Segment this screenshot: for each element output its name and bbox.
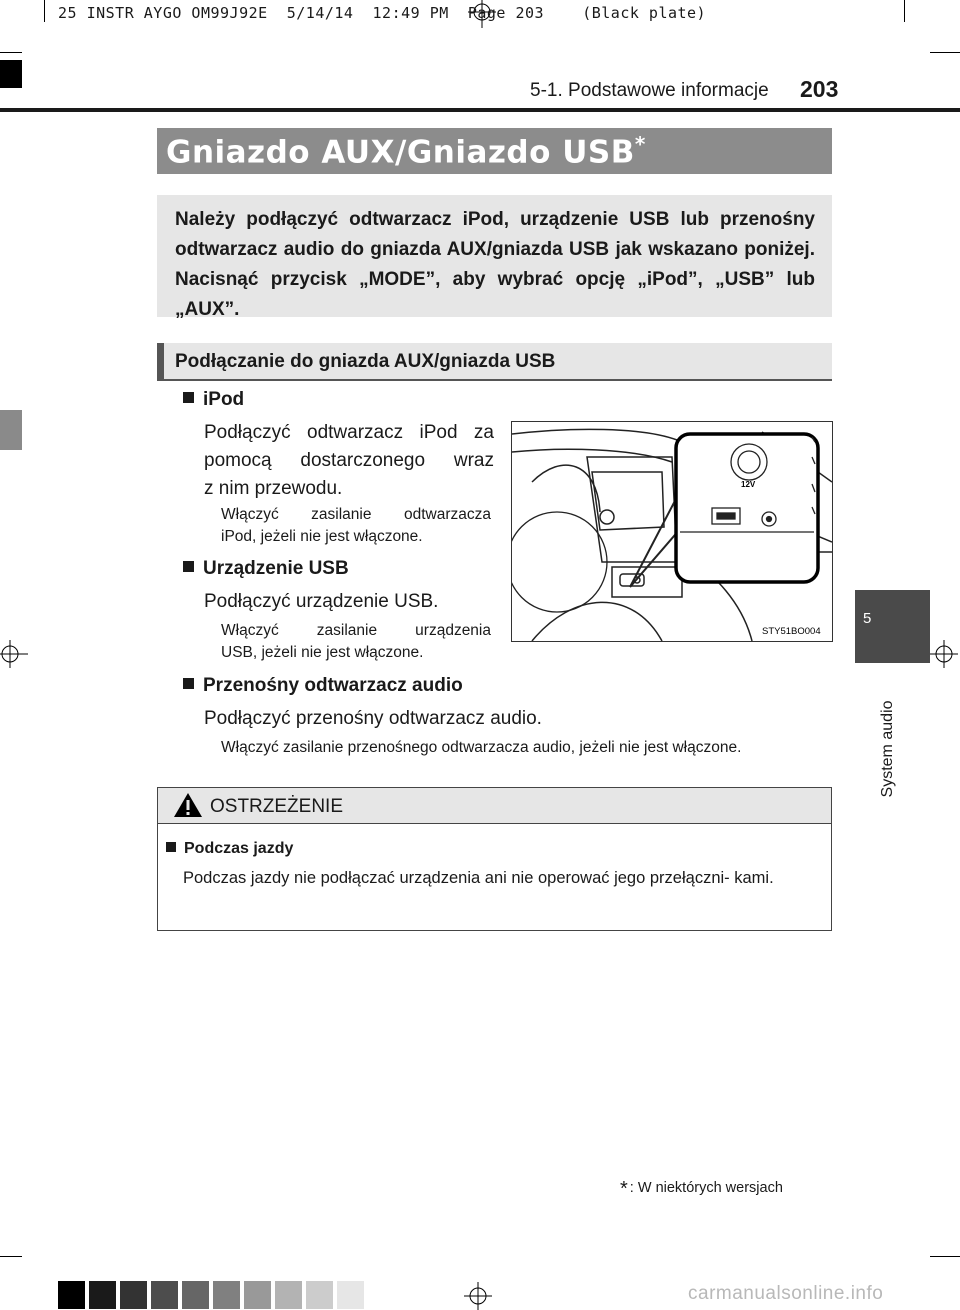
socket-label: 12V bbox=[741, 480, 756, 489]
crop-mark bbox=[930, 52, 960, 53]
bullet-square-icon bbox=[183, 392, 194, 403]
warning-triangle-icon bbox=[173, 792, 203, 818]
note-line: Włączyć zasilanie przenośnego odtwarzacza audio, jeżeli nie jest włączone. bbox=[221, 739, 742, 756]
crop-mark bbox=[904, 0, 905, 22]
item-heading-text: Urządzenie USB bbox=[203, 558, 349, 579]
item-note bbox=[221, 504, 491, 548]
color-calibration-bar bbox=[58, 1281, 368, 1309]
color-swatch bbox=[244, 1281, 271, 1309]
crop-mark bbox=[930, 1256, 960, 1257]
color-swatch bbox=[275, 1281, 302, 1309]
warning-subheading bbox=[166, 840, 293, 858]
note-line: Włączyć zasilanie odtwarzacza bbox=[221, 506, 491, 523]
item-heading-usb bbox=[183, 558, 349, 580]
color-swatch bbox=[182, 1281, 209, 1309]
crop-mark bbox=[0, 52, 22, 53]
item-heading-text: iPod bbox=[203, 389, 245, 410]
item-body bbox=[204, 705, 542, 733]
item-note bbox=[221, 737, 741, 759]
body-line: Podłączyć przenośny odtwarzacz audio. bbox=[204, 708, 542, 729]
color-swatch bbox=[337, 1281, 364, 1309]
body-line: Podłączyć urządzenie USB. bbox=[204, 591, 439, 612]
item-body bbox=[204, 419, 494, 503]
color-swatch bbox=[120, 1281, 147, 1309]
page-title bbox=[166, 132, 646, 170]
edge-tab bbox=[0, 60, 22, 88]
item-note bbox=[221, 620, 491, 664]
dashboard-socket-icon bbox=[512, 422, 832, 641]
footnote-text: : W niektórych wersjach bbox=[629, 1180, 783, 1196]
color-swatch bbox=[89, 1281, 116, 1309]
body-line: pomocą dostarczonego wraz bbox=[204, 450, 494, 471]
footnote bbox=[620, 1178, 783, 1201]
note-line: USB, jeżeli nie jest włączone. bbox=[221, 644, 424, 661]
watermark: carmanualsonline.info bbox=[688, 1283, 884, 1304]
registration-mark-icon bbox=[930, 640, 958, 668]
warning-title: OSTRZEŻENIE bbox=[210, 796, 344, 817]
crop-mark bbox=[0, 1256, 22, 1257]
body-line: Podłączyć odtwarzacz iPod za bbox=[204, 422, 494, 443]
item-heading-portable bbox=[183, 675, 463, 697]
title-footnote-marker: * bbox=[634, 132, 646, 156]
registration-mark-icon bbox=[464, 1282, 492, 1310]
intro-text: Należy podłączyć odtwarzacz iPod, urządzenie USB lub przenośny odtwarzacz audio do gniazda AUX/gniazda USB jak wskazano poniżej. Nacisnąć przycisk „MODE”, aby wybrać opcję „iPod”, „USB” lub „AUX”. bbox=[175, 209, 815, 320]
color-swatch bbox=[306, 1281, 333, 1309]
footnote-marker: * bbox=[620, 1178, 628, 1200]
figure-code: STY51BO004 bbox=[762, 626, 821, 637]
warning-subheading-text: Podczas jazdy bbox=[184, 840, 294, 857]
item-heading-ipod bbox=[183, 389, 244, 411]
registration-mark-icon bbox=[0, 640, 28, 668]
bullet-square-icon bbox=[183, 561, 194, 572]
header-rule bbox=[0, 108, 960, 112]
page-number: 203 bbox=[800, 76, 839, 102]
item-body bbox=[204, 588, 438, 616]
bullet-square-icon bbox=[166, 842, 176, 852]
section-label: 5-1. Podstawowe informacje bbox=[530, 80, 769, 101]
dashboard-illustration bbox=[511, 421, 833, 642]
bullet-square-icon bbox=[183, 678, 194, 689]
color-swatch bbox=[213, 1281, 240, 1309]
print-header: 25 INSTR AYGO OM99J92E 5/14/14 12:49 PM Page 203 (Black plate) bbox=[58, 4, 707, 22]
crop-mark bbox=[44, 0, 45, 22]
subheading-accent bbox=[157, 343, 164, 381]
chapter-label: System audio bbox=[879, 700, 896, 798]
chapter-number: 5 bbox=[863, 610, 872, 627]
note-line: Włączyć zasilanie urządzenia bbox=[221, 622, 491, 639]
warning-text: Podczas jazdy nie podłączać urządzenia ani nie operować jego przełączni- kami. bbox=[183, 869, 774, 887]
color-swatch bbox=[58, 1281, 85, 1309]
note-line: iPod, jeżeli nie jest włączone. bbox=[221, 528, 423, 545]
item-heading-text: Przenośny odtwarzacz audio bbox=[203, 675, 463, 696]
edge-tab bbox=[0, 410, 22, 450]
page-title-text: Gniazdo AUX/Gniazdo USB bbox=[166, 134, 635, 171]
body-line: z nim przewodu. bbox=[204, 478, 343, 499]
color-swatch bbox=[151, 1281, 178, 1309]
subheading: Podłączanie do gniazda AUX/gniazda USB bbox=[175, 351, 556, 372]
